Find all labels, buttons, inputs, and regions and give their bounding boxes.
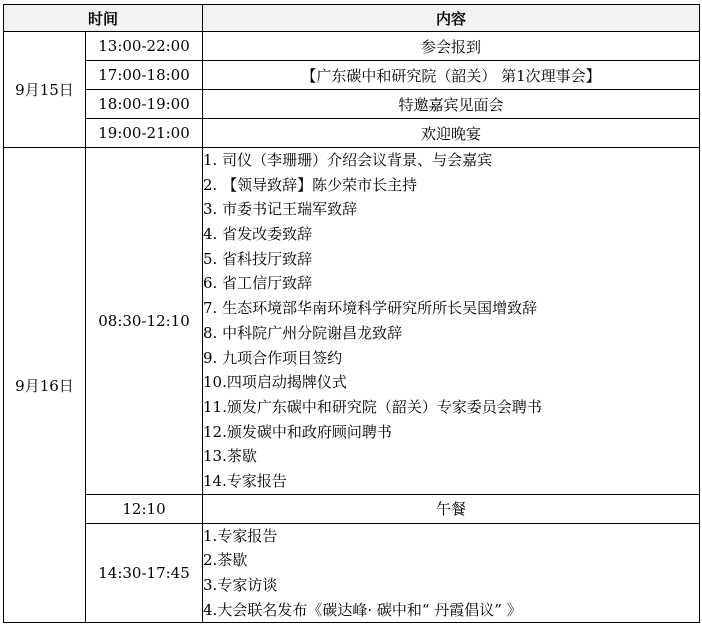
table-row — [4, 148, 700, 495]
content-cell: 午餐 — [203, 494, 700, 523]
list-item: 14.专家报告 — [203, 471, 287, 490]
content-cell: 特邀嘉宾见面会 — [203, 90, 700, 119]
list-item: 1.专家报告 — [203, 526, 278, 545]
date-cell: 9月15日 — [4, 32, 86, 148]
content-cell: 【广东碳中和研究院（韶关） 第1次理事会】 — [203, 61, 700, 90]
content-cell: 参会报到 — [203, 32, 700, 61]
list-item: 7. 生态环境部华南环境科学研究所所长吴国增致辞 — [203, 299, 538, 318]
list-item: 4. 省发改委致辞 — [203, 225, 313, 244]
list-item: 10.四项启动揭牌仪式 — [203, 373, 347, 392]
content-list-cell — [203, 148, 700, 495]
time-cell: 14:30-17:45 — [86, 523, 203, 623]
table-row — [4, 119, 700, 148]
table-row — [4, 32, 700, 61]
list-item: 2. 【领导致辞】陈少荣市长主持 — [203, 175, 418, 194]
content-header: 内容 — [203, 5, 700, 32]
table-row — [4, 61, 700, 90]
table-row — [4, 90, 700, 119]
time-cell: 13:00-22:00 — [86, 32, 203, 61]
time-header: 时间 — [4, 5, 203, 32]
list-item: 6. 省工信厅致辞 — [203, 274, 313, 293]
header-row — [4, 5, 700, 32]
list-item: 2.茶歇 — [203, 551, 248, 570]
schedule-table — [3, 4, 700, 623]
date-cell: 9月16日 — [4, 148, 86, 623]
list-item: 12.颁发碳中和政府顾问聘书 — [203, 422, 392, 441]
list-item: 8. 中科院广州分院谢昌龙致辞 — [203, 323, 403, 342]
time-cell: 19:00-21:00 — [86, 119, 203, 148]
time-cell: 12:10 — [86, 494, 203, 523]
time-cell: 18:00-19:00 — [86, 90, 203, 119]
list-item: 4.大会联名发布《碳达峰· 碳中和“ 丹霞倡议” 》 — [203, 600, 522, 619]
content-list-cell — [203, 523, 700, 623]
list-item: 1. 司仪（李珊珊）介绍会议背景、与会嘉宾 — [203, 151, 493, 169]
list-item: 5. 省科技厅致辞 — [203, 249, 313, 268]
list-item: 11.颁发广东碳中和研究院（韶关）专家委员会聘书 — [203, 397, 542, 416]
list-item: 9. 九项合作项目签约 — [203, 348, 343, 367]
list-item: 3.专家访谈 — [203, 576, 278, 594]
table-row — [4, 523, 700, 623]
content-cell: 欢迎晚宴 — [203, 119, 700, 148]
list-item: 13.茶歇 — [203, 447, 257, 466]
table-row — [4, 494, 700, 523]
time-cell: 17:00-18:00 — [86, 61, 203, 90]
time-cell: 08:30-12:10 — [86, 148, 203, 495]
list-item: 3. 市委书记王瑞军致辞 — [203, 200, 358, 219]
